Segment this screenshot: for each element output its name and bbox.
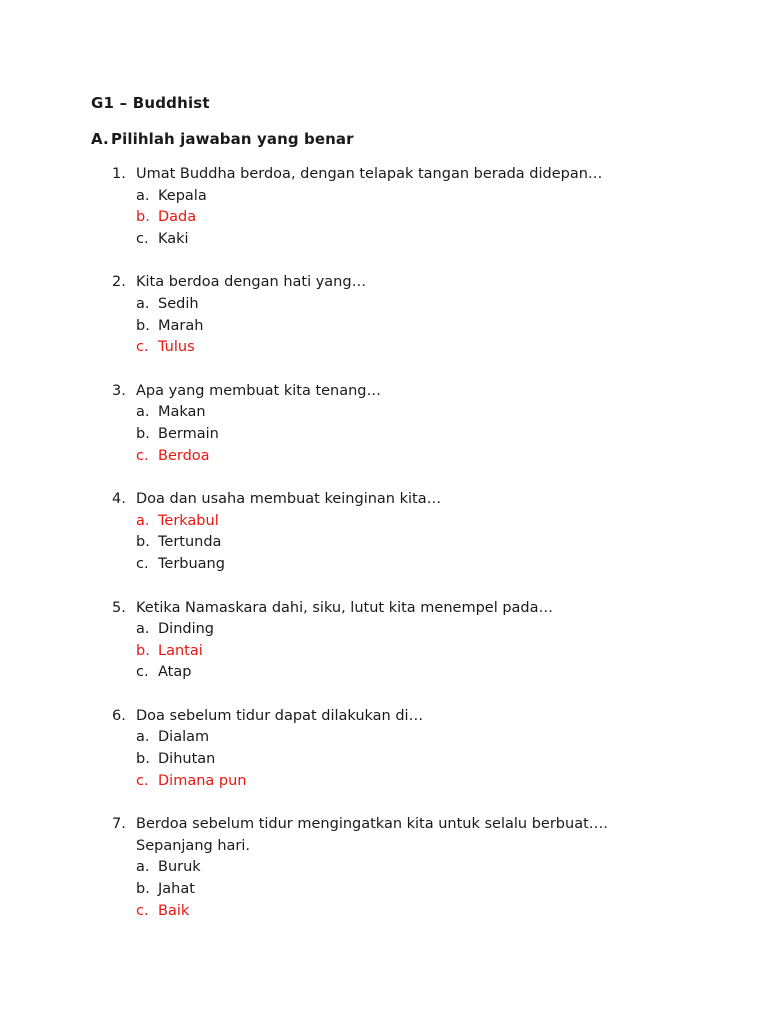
question-number: 1. (112, 166, 126, 182)
answer-option-c (136, 446, 672, 468)
answer-option-c (136, 554, 672, 576)
question-item (112, 814, 672, 922)
answer-option-b (136, 207, 672, 229)
question-number: 7. (112, 816, 126, 833)
section-heading (91, 130, 354, 148)
question-number: 3. (112, 382, 126, 399)
question-list (112, 164, 672, 944)
question-text: Kita berdoa dengan hati yang… (136, 274, 367, 291)
option-text: Tulus (158, 339, 195, 356)
option-text: Dinding (158, 621, 215, 638)
answer-options (136, 186, 672, 251)
answer-option-b (136, 749, 672, 771)
option-text: Marah (158, 317, 204, 334)
question-item (112, 381, 672, 467)
option-letter: b. (136, 881, 150, 898)
option-letter: a. (136, 295, 150, 312)
question-item (112, 164, 672, 250)
answer-option-a (136, 727, 672, 749)
option-text: Lantai (158, 642, 203, 659)
answer-option-c (136, 901, 672, 923)
option-letter: a. (136, 187, 150, 204)
answer-option-a (136, 511, 672, 533)
option-text: Dimana pun (158, 772, 247, 789)
answer-options (136, 402, 672, 467)
answer-options (136, 511, 672, 576)
option-letter: b. (136, 425, 150, 442)
option-letter: c. (136, 447, 149, 464)
option-letter: b. (136, 534, 150, 551)
option-text: Kepala (158, 187, 207, 204)
question-text: Umat Buddha berdoa, dengan telapak tangan berada didepan… (136, 166, 603, 182)
option-letter: b. (136, 317, 150, 334)
answer-options (136, 857, 672, 922)
answer-option-a (136, 857, 672, 879)
option-letter: c. (136, 230, 149, 247)
answer-option-b (136, 316, 672, 338)
answer-option-a (136, 294, 672, 316)
option-letter: a. (136, 729, 150, 746)
question-item (112, 272, 672, 358)
question-number: 6. (112, 707, 126, 724)
option-text: Terbuang (158, 555, 225, 572)
option-text: Sedih (158, 295, 199, 312)
question-text: Doa dan usaha membuat keinginan kita… (136, 491, 442, 508)
page-title: G1 – Buddhist (91, 94, 210, 112)
answer-options (136, 619, 672, 684)
question-text: Berdoa sebelum tidur mengingatkan kita untuk selalu berbuat…. Sepanjang hari. (136, 816, 608, 854)
option-letter: a. (136, 859, 150, 876)
answer-option-b (136, 532, 672, 554)
question-item (112, 706, 672, 792)
option-text: Dihutan (158, 751, 216, 768)
answer-option-c (136, 337, 672, 359)
question-text: Doa sebelum tidur dapat dilakukan di… (136, 707, 424, 724)
option-letter: c. (136, 555, 149, 572)
question-number: 5. (112, 599, 126, 616)
option-text: Baik (158, 902, 190, 919)
option-text: Bermain (158, 425, 219, 442)
question-text: Ketika Namaskara dahi, siku, lutut kita menempel pada… (136, 599, 554, 616)
option-text: Atap (158, 664, 192, 681)
answer-option-a (136, 402, 672, 424)
option-text: Berdoa (158, 447, 210, 464)
option-text: Jahat (158, 881, 195, 898)
section-letter: A. (91, 130, 109, 148)
answer-option-c (136, 771, 672, 793)
answer-option-c (136, 662, 672, 684)
option-letter: b. (136, 642, 150, 659)
option-letter: c. (136, 664, 149, 681)
option-letter: a. (136, 512, 150, 529)
answer-option-b (136, 424, 672, 446)
option-text: Tertunda (158, 534, 222, 551)
option-letter: c. (136, 772, 149, 789)
option-text: Kaki (158, 230, 189, 247)
option-text: Dada (158, 209, 197, 226)
option-letter: a. (136, 404, 150, 421)
question-text: Apa yang membuat kita tenang… (136, 382, 382, 399)
question-item (112, 489, 672, 575)
option-text: Terkabul (158, 512, 219, 529)
option-letter: a. (136, 621, 150, 638)
answer-option-a (136, 619, 672, 641)
question-item (112, 598, 672, 684)
option-text: Buruk (158, 859, 201, 876)
option-letter: c. (136, 339, 149, 356)
answer-option-b (136, 879, 672, 901)
option-text: Makan (158, 404, 206, 421)
question-number: 4. (112, 491, 126, 508)
answer-option-b (136, 641, 672, 663)
answer-option-c (136, 229, 672, 251)
option-letter: b. (136, 751, 150, 768)
option-text: Dialam (158, 729, 210, 746)
answer-options (136, 727, 672, 792)
answer-option-a (136, 186, 672, 208)
option-letter: b. (136, 209, 150, 226)
answer-options (136, 294, 672, 359)
section-instruction: Pilihlah jawaban yang benar (111, 130, 354, 148)
question-number: 2. (112, 274, 126, 291)
option-letter: c. (136, 902, 149, 919)
